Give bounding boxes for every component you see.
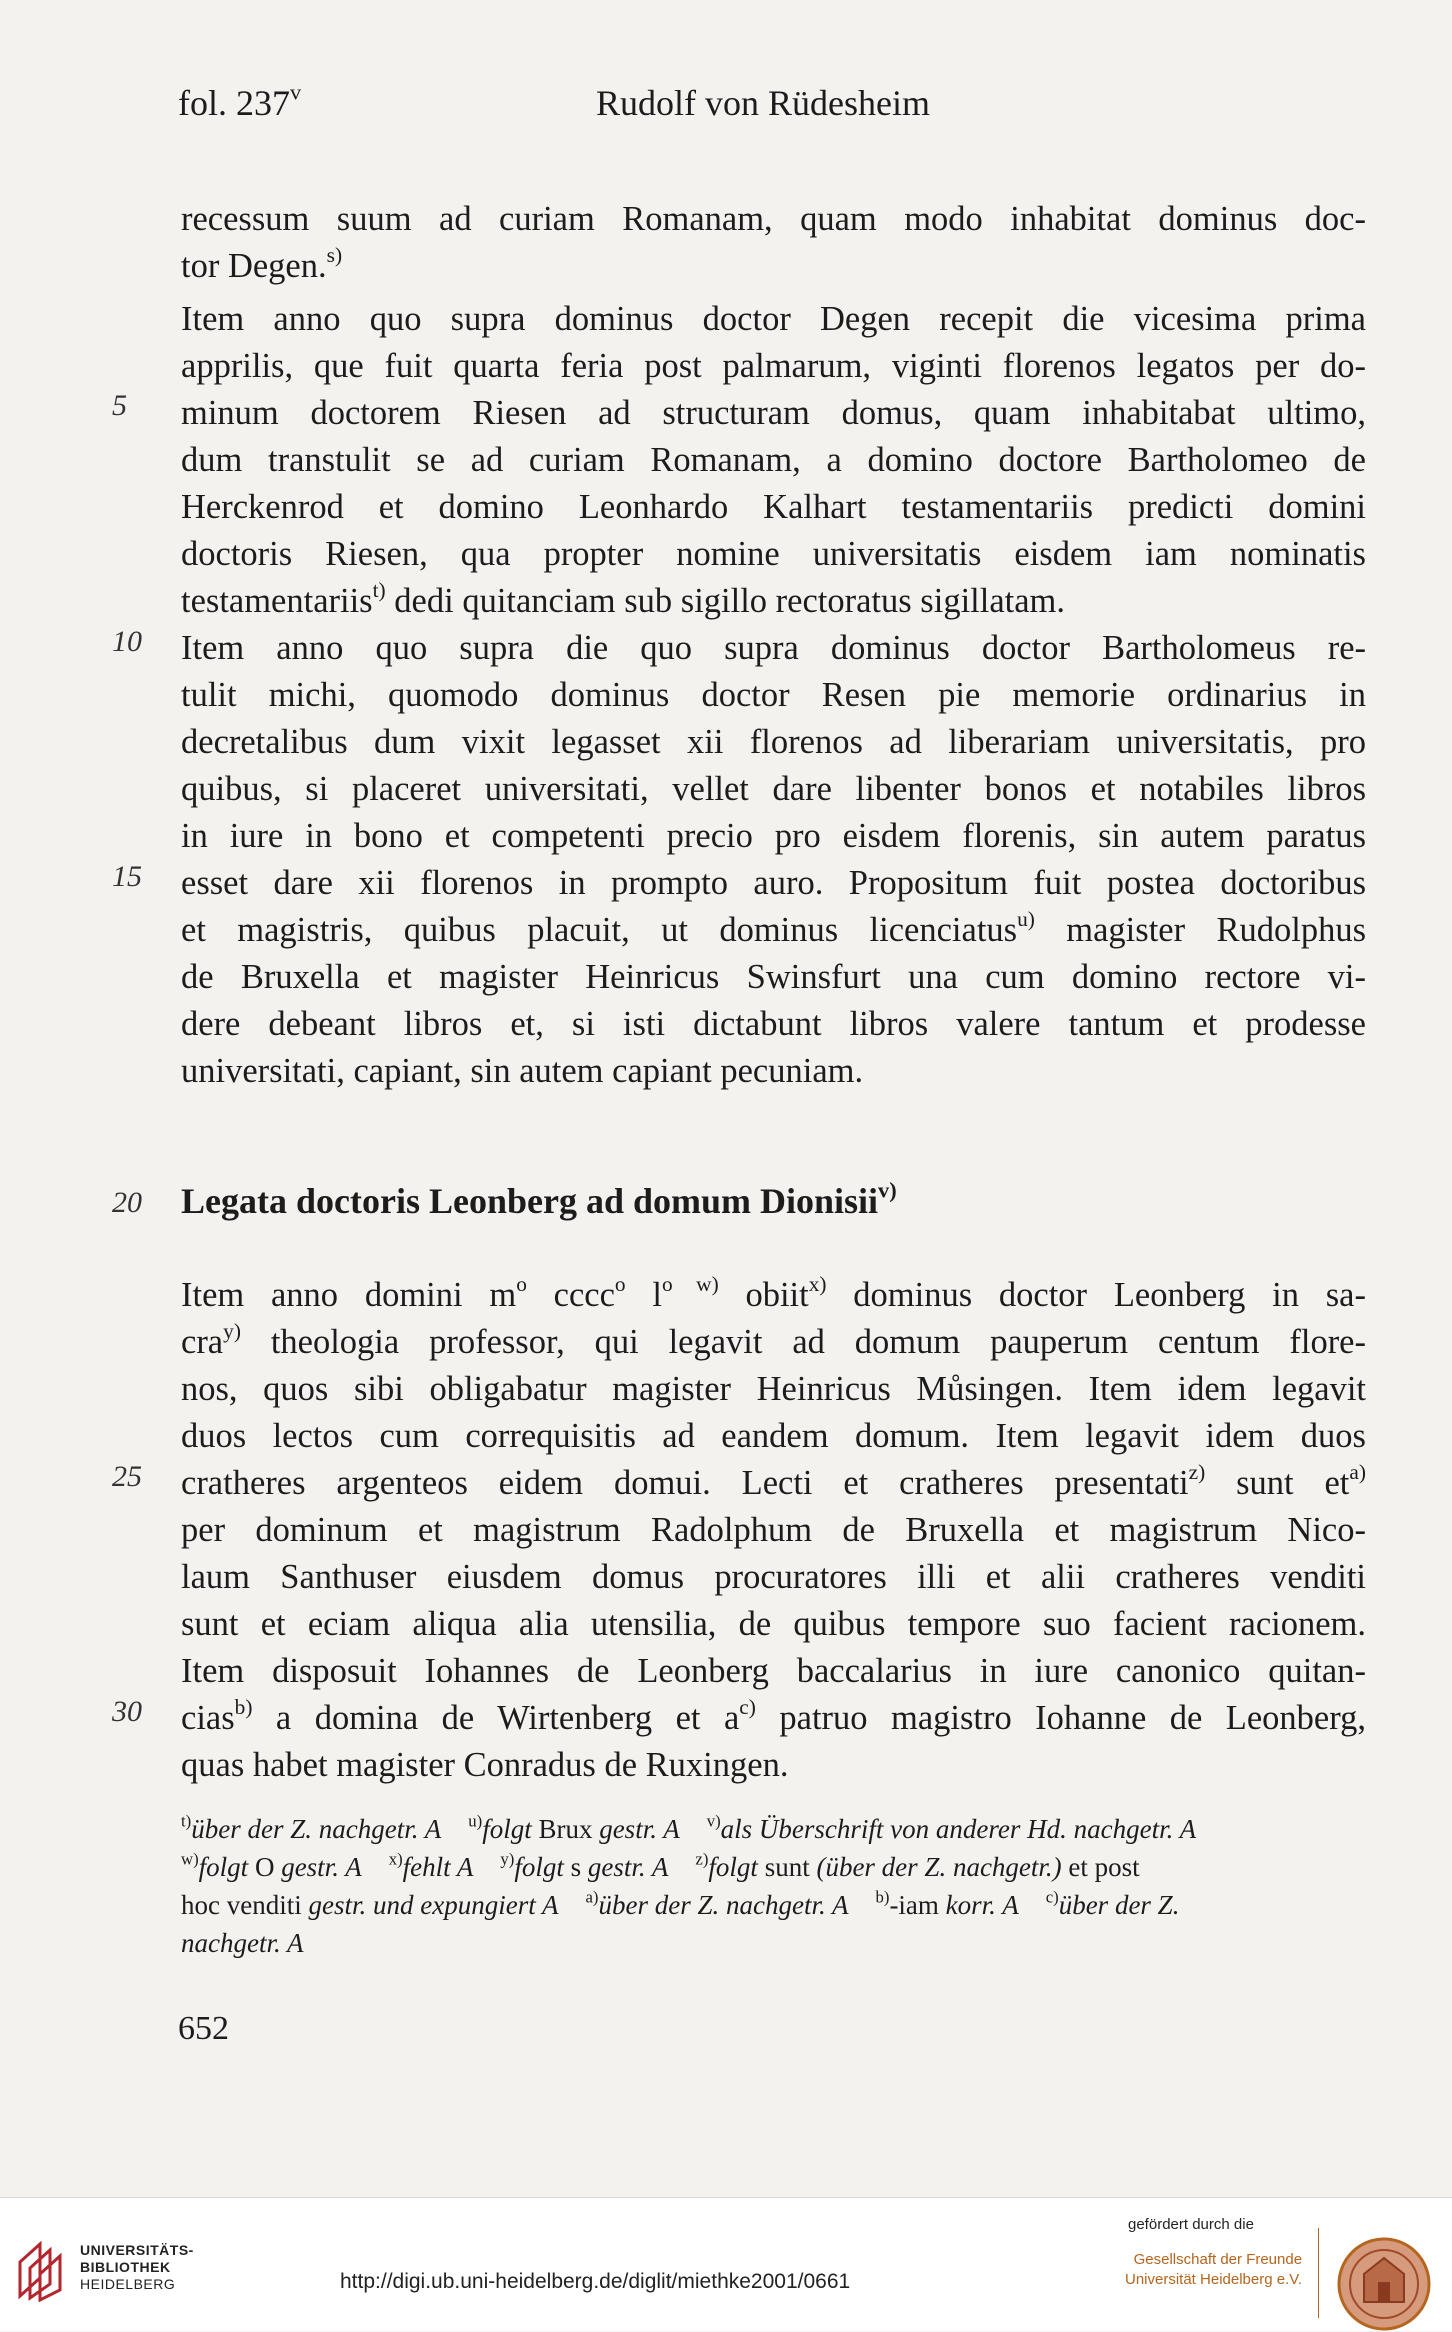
section-heading: Legata doctoris Leonberg ad domum Dionisii$^{v)}$	[181, 1177, 897, 1221]
footnote-line: hoc venditi gestr. und expungiert A $^{a)}$über der Z. nachgetr. A $^{b)}$-iam korr. A $^{c)}$über der Z.	[181, 1887, 1180, 1920]
text-line: cratheres argenteos eidem domui. Lecti et cratheres presentati$^{z)}$ sunt $et^{a)}$	[181, 1460, 1366, 1502]
paragraph-recessum	[181, 196, 1366, 290]
line-number: 20	[112, 1186, 142, 1219]
footnote-line: $^{t)}$über der Z. nachgetr. A $^{u)}$folgt Brux gestr. A $^{v)}$als Überschrift von anderer Hd. nachgetr. A	[181, 1811, 1197, 1844]
paragraph-leonberg	[181, 1272, 1366, 1789]
text-line: quibus, si placeret universitati, vellet dare libenter bonos et notabiles libros	[181, 770, 1366, 808]
running-title: Rudolf von Rüdesheim	[596, 83, 930, 123]
text-line: cra$^{y)}$ theologia professor, qui legavit ad domum pauperum centum flore-	[181, 1319, 1366, 1361]
text-line: nos, quos sibi obligabatur magister Heinricus Můsingen. Item idem legavit	[181, 1370, 1366, 1408]
page-number: 652	[178, 2010, 229, 2047]
text-line: decretalibus dum vixit legasset xii florenos ad liberariam universitatis, pro	[181, 723, 1366, 761]
digitization-footer	[0, 2197, 1452, 2331]
text-line: et magistris, quibus placuit, ut dominus licenciatus$^{u)}$ magister Rudolphus	[181, 907, 1366, 949]
text-line: testamentariis$^{t)}$ dedi quitanciam sub sigillo rectoratus sigillatam.	[181, 578, 1065, 620]
text-line: dum transtulit se ad curiam Romanam, a domino doctore Bartholomeo de	[181, 441, 1366, 479]
text-line: in iure in bono et competenti precio pro eisdem florenis, sin autem paratus	[181, 817, 1366, 855]
text-line: laum Santhuser eiusdem domus procuratores illi et alii cratheres venditi	[181, 1558, 1366, 1596]
text-line: cias$^{b)}$ a domina de Wirtenberg et $a^{c)}$ patruo magistro Iohanne de Leonberg,	[181, 1695, 1366, 1737]
footer-divider	[1318, 2228, 1319, 2318]
folio-label: fol. 237$^v$	[178, 79, 302, 123]
text-line: doctoris Riesen, qua propter nomine universitatis eisdem iam nominatis	[181, 535, 1366, 573]
footnote-line: $^{w)}$folgt O gestr. A $^{x)}$fehlt A $^{y)}$folgt s gestr. A $^{z)}$folgt sunt (über der Z. nachgetr.) et post	[181, 1849, 1140, 1882]
university-library-logo-icon	[14, 2238, 70, 2302]
line-number: 25	[112, 1460, 142, 1493]
text-line: duos lectos cum correquisitis ad eandem domum. Item legavit idem duos	[181, 1417, 1366, 1455]
university-seal-icon	[1336, 2236, 1432, 2332]
society-name: Gesellschaft der Freunde Universität Heidelberg e.V.	[1125, 2251, 1303, 2288]
paragraph-bartholomeus	[181, 625, 1366, 1095]
permalink-url[interactable]: http://digi.ub.uni-heidelberg.de/diglit/miethke2001/0661	[340, 2270, 851, 2293]
line-number: 15	[112, 860, 142, 893]
text-line: Item anno domini $m^o$ cccc$^o$ $l^{o w)}$ obiit$^{x)}$ dominus doctor Leonberg in sa-	[181, 1272, 1366, 1314]
running-header	[178, 79, 1362, 132]
text-line: tor Degen.$^{s)}$	[181, 243, 343, 285]
line-number: 5	[112, 389, 127, 422]
text-line: quas habet magister Conradus de Ruxingen.	[181, 1746, 789, 1784]
text-line: universitati, capiant, sin autem capiant pecuniam.	[181, 1052, 864, 1090]
text-line: Herckenrod et domino Leonhardo Kalhart testamentariis predicti domini	[181, 488, 1366, 526]
text-line: apprilis, que fuit quarta feria post palmarum, viginti florenos legatos per do-	[181, 347, 1366, 385]
text-line: tulit michi, quomodo dominus doctor Resen pie memorie ordinarius in	[181, 676, 1366, 714]
footnote-line: nachgetr. A	[181, 1928, 304, 1958]
text-line: Item disposuit Iohannes de Leonberg baccalarius in iure canonico quitan-	[181, 1652, 1366, 1690]
line-number: 30	[112, 1695, 142, 1728]
text-line: sunt et eciam aliqua alia utensilia, de quibus tempore suo facient racionem.	[181, 1605, 1366, 1643]
text-line: Item anno quo supra die quo supra dominus doctor Bartholomeus re-	[181, 629, 1366, 667]
text-line: recessum suum ad curiam Romanam, quam modo inhabitat dominus doc-	[181, 200, 1366, 238]
text-line: Item anno quo supra dominus doctor Degen recepit die vicesima prima	[181, 300, 1366, 338]
text-line: per dominum et magistrum Radolphum de Bruxella et magistrum Nico-	[181, 1511, 1366, 1549]
paragraph-degen-legacy	[181, 296, 1366, 625]
critical-apparatus	[181, 1810, 1361, 1962]
text-line: minum doctorem Riesen ad structuram domus, quam inhabitabat ultimo,	[181, 394, 1366, 432]
line-number: 10	[112, 625, 142, 658]
text-line: de Bruxella et magister Heinricus Swinsfurt una cum domino rectore vi-	[181, 958, 1366, 996]
text-line: dere debeant libros et, si isti dictabunt libros valere tantum et prodesse	[181, 1005, 1366, 1043]
text-line: esset dare xii florenos in prompto auro. Propositum fuit postea doctoribus	[181, 864, 1366, 902]
funded-by-label: gefördert durch die	[1128, 2216, 1254, 2233]
university-library-name: UNIVERSITÄTS- BIBLIOTHEK HEIDELBERG	[80, 2242, 194, 2292]
